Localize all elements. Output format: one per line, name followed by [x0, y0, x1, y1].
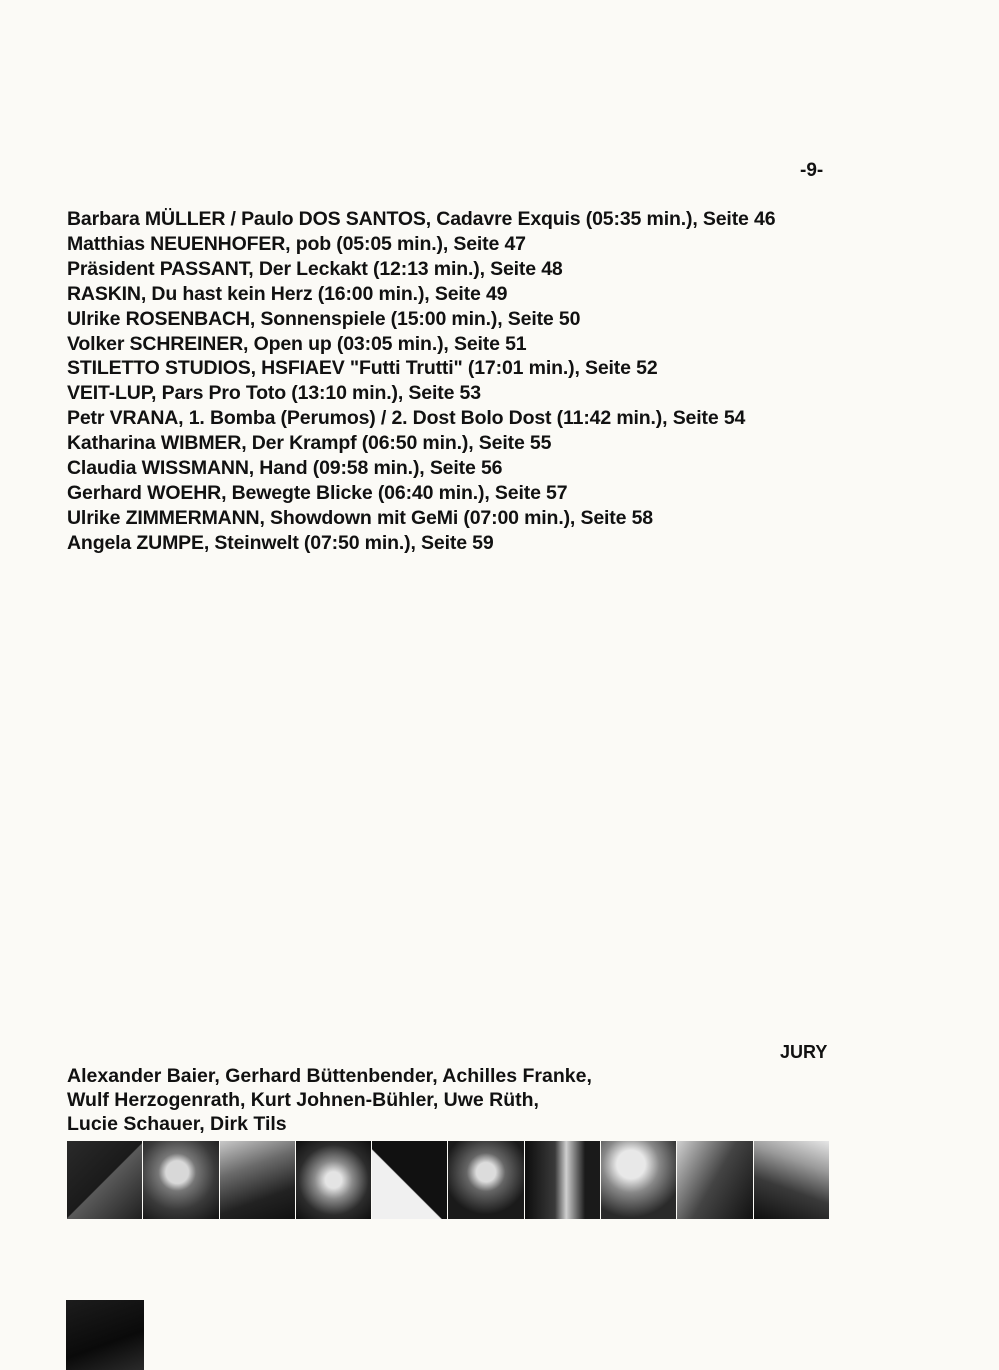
list-item: Katharina WIBMER, Der Krampf (06:50 min.), Seite 55: [67, 432, 552, 455]
photo-strip: [67, 1141, 829, 1219]
jury-line: Alexander Baier, Gerhard Büttenbender, Achilles Franke,: [67, 1065, 592, 1087]
list-item: Angela ZUMPE, Steinwelt (07:50 min.), Seite 59: [67, 531, 494, 554]
photo-still: [601, 1141, 677, 1219]
jury-heading: JURY: [780, 1042, 828, 1062]
entry-list: [67, 207, 775, 556]
photo-still: [67, 1141, 143, 1219]
photo-still: [677, 1141, 753, 1219]
photo-still: [525, 1141, 601, 1219]
list-item: Claudia WISSMANN, Hand (09:58 min.), Seite 56: [67, 457, 503, 480]
photo-still: [296, 1141, 372, 1219]
jury-names: [67, 1064, 592, 1136]
list-item: RASKIN, Du hast kein Herz (16:00 min.), Seite 49: [67, 282, 508, 305]
list-item: Ulrike ZIMMERMANN, Showdown mit GeMi (07:00 min.), Seite 58: [67, 506, 653, 529]
corner-photo: [66, 1300, 144, 1370]
list-item: STILETTO STUDIOS, HSFIAEV "Futti Trutti" (17:01 min.), Seite 52: [67, 357, 658, 380]
photo-still: [754, 1141, 829, 1219]
list-item: Präsident PASSANT, Der Leckakt (12:13 min.), Seite 48: [67, 257, 563, 280]
photo-still: [143, 1141, 219, 1219]
jury-line: Wulf Herzogenrath, Kurt Johnen-Bühler, Uwe Rüth,: [67, 1089, 539, 1111]
photo-still: [220, 1141, 296, 1219]
list-item: VEIT-LUP, Pars Pro Toto (13:10 min.), Seite 53: [67, 382, 481, 405]
page-number: -9-: [800, 160, 824, 181]
jury-line: Lucie Schauer, Dirk Tils: [67, 1113, 287, 1135]
list-item: Volker SCHREINER, Open up (03:05 min.), Seite 51: [67, 332, 527, 355]
list-item: Barbara MÜLLER / Paulo DOS SANTOS, Cadavre Exquis (05:35 min.), Seite 46: [67, 208, 776, 230]
list-item: Matthias NEUENHOFER, pob (05:05 min.), Seite 47: [67, 232, 526, 255]
list-item: Gerhard WOEHR, Bewegte Blicke (06:40 min.), Seite 57: [67, 481, 568, 504]
list-item: Ulrike ROSENBACH, Sonnenspiele (15:00 min.), Seite 50: [67, 307, 581, 330]
photo-still: [372, 1141, 448, 1219]
list-item: Petr VRANA, 1. Bomba (Perumos) / 2. Dost Bolo Dost (11:42 min.), Seite 54: [67, 407, 746, 430]
photo-still: [448, 1141, 524, 1219]
